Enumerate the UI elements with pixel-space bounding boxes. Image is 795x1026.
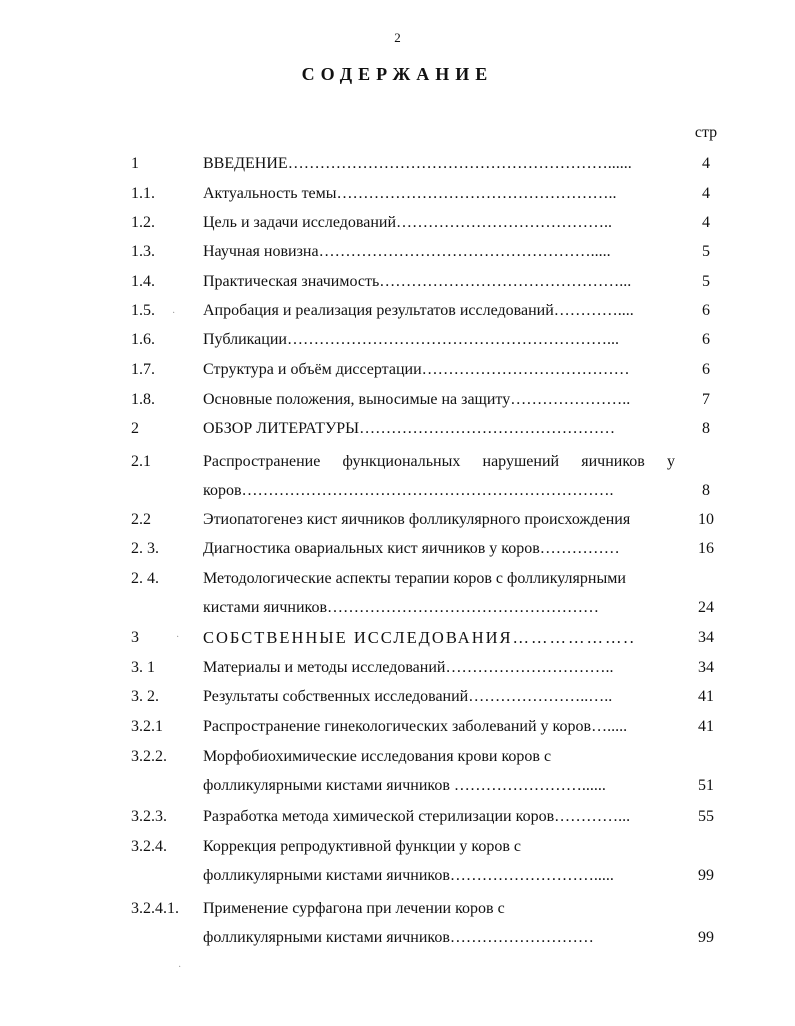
toc-entry xyxy=(0,479,795,503)
toc-entry xyxy=(0,745,795,769)
toc-entry xyxy=(0,897,795,921)
toc-entry-number: 3.2.3. xyxy=(131,808,167,825)
toc-entry-page: 6 xyxy=(702,302,710,319)
toc-entry-page: 4 xyxy=(702,155,710,172)
toc-entry-page: 55 xyxy=(698,808,714,825)
toc-entry xyxy=(0,926,795,950)
toc-entry-page: 6 xyxy=(702,331,710,348)
toc-entry-title: Научная новизна……………………………………………..... xyxy=(203,243,611,260)
toc-entry-title: ВВЕДЕНИЕ……………………………………………………...... xyxy=(203,155,632,172)
toc-entry-number: 2. 4. xyxy=(131,570,159,587)
toc-entry-title: Этиопатогенез кист яичников фолликулярного происхождения xyxy=(203,511,631,528)
toc-entry-title: Апробация и реализация результатов исследований………….... xyxy=(203,302,634,319)
toc-entry-page: 99 xyxy=(698,867,714,884)
toc-entry xyxy=(0,450,795,474)
toc-entry-page: 34 xyxy=(698,659,714,676)
toc-entry-number: 3. 1 xyxy=(131,659,155,676)
toc-entry xyxy=(0,835,795,859)
toc-entry-title: Применение сурфагона при лечении коров с xyxy=(203,900,505,917)
toc-entry-page: 34 xyxy=(698,629,714,646)
toc-entry-title: кистами яичников…………………………………………… xyxy=(203,599,600,616)
toc-entry-title: Практическая значимость………………………………………... xyxy=(203,273,632,290)
toc-entry-title: СОБСТВЕННЫЕ ИССЛЕДОВАНИЯ……………….. xyxy=(203,628,636,647)
toc-entry xyxy=(0,358,795,382)
toc-entry-page: 51 xyxy=(698,777,714,794)
toc-entry xyxy=(0,864,795,888)
toc-entry-number: 2. 3. xyxy=(131,540,159,557)
toc-entry xyxy=(0,596,795,620)
toc-entry-title: Цель и задачи исследований………………………………….. xyxy=(203,214,613,231)
toc-entry-number: 2.1 xyxy=(131,453,151,470)
toc-entry xyxy=(0,417,795,441)
page-number: 2 xyxy=(394,30,401,45)
toc-entry-page: 5 xyxy=(702,243,710,260)
toc-entry-number: 3 xyxy=(131,629,139,646)
toc-entry-page: 16 xyxy=(698,540,714,557)
toc-entry-number: 1.4. xyxy=(131,273,155,290)
toc-entry-title: Распространение гинекологических заболеваний у коров…..... xyxy=(203,718,628,735)
toc-entry xyxy=(0,328,795,352)
toc-entry-page: 7 xyxy=(702,391,710,408)
toc-entry xyxy=(0,388,795,412)
toc-entry xyxy=(0,211,795,235)
toc-entry-page: 4 xyxy=(702,185,710,202)
toc-entry-number: 1.2. xyxy=(131,214,155,231)
toc-entry-page: 10 xyxy=(698,511,714,528)
toc-entry-page: 8 xyxy=(702,482,710,499)
toc-entry-title: Распространение функциональных нарушений яичников у xyxy=(203,453,675,470)
toc-entry-number: 1.5. xyxy=(131,302,155,319)
toc-entry-number: 2.2 xyxy=(131,511,151,528)
toc-entry xyxy=(0,270,795,294)
toc-entry-number: 3.2.1 xyxy=(131,718,163,735)
toc-entry-title: Основные положения, выносимые на защиту………………….. xyxy=(203,391,631,408)
toc-entry-number: 1 xyxy=(131,155,139,172)
toc-entry-title: фолликулярными кистами яичников ……………………...... xyxy=(203,777,606,794)
toc-entry-number: 2 xyxy=(131,420,139,437)
scan-speck: · xyxy=(176,632,180,643)
toc-entry xyxy=(0,715,795,739)
toc-entry xyxy=(0,626,795,650)
toc-entry-page: 8 xyxy=(702,420,710,437)
scan-speck: · xyxy=(172,308,176,319)
toc-entry-title: Результаты собственных исследований…………………..….. xyxy=(203,688,613,705)
toc-entry-number: 3.2.2. xyxy=(131,748,167,765)
toc-entry-page: 41 xyxy=(698,718,714,735)
toc-entry-title: Разработка метода химической стерилизации коров…………... xyxy=(203,808,631,825)
toc-entry-title: Актуальность темы…………………………………………….. xyxy=(203,185,617,202)
toc-entry-number: 3.2.4.1. xyxy=(131,900,179,917)
toc-entry-number: 1.7. xyxy=(131,361,155,378)
toc-entry-title: ОБЗОР ЛИТЕРАТУРЫ………………………………………… xyxy=(203,420,616,437)
toc-entry-title: Структура и объём диссертации………………………………… xyxy=(203,361,630,378)
toc-entry-page: 24 xyxy=(698,599,714,616)
toc-entry-title: Методологические аспекты терапии коров с фолликулярными xyxy=(203,570,626,587)
toc-entry xyxy=(0,567,795,591)
toc-entry xyxy=(0,805,795,829)
page-column-label: стр xyxy=(694,124,718,141)
toc-entry-number: 1.1. xyxy=(131,185,155,202)
toc-entry-number: 1.8. xyxy=(131,391,155,408)
toc-entry xyxy=(0,537,795,561)
toc-entry xyxy=(0,299,795,323)
toc-entry-title: фолликулярными кистами яичников………………………..... xyxy=(203,867,614,884)
toc-entry-number: 1.6. xyxy=(131,331,155,348)
toc-entry xyxy=(0,508,795,532)
page-title: СОДЕРЖАНИЕ xyxy=(301,64,494,84)
toc-entry-page: 6 xyxy=(702,361,710,378)
toc-entry-title: Публикации……………………………………………………... xyxy=(203,331,619,348)
toc-entry-title: Коррекция репродуктивной функции у коров с xyxy=(203,838,521,855)
toc-entry-page: 4 xyxy=(702,214,710,231)
toc-entry xyxy=(0,240,795,264)
toc-entry-title: Материалы и методы исследований………………………….. xyxy=(203,659,614,676)
toc-entry-title: коров……………………………………………………………. xyxy=(203,482,614,499)
toc-entry-page: 41 xyxy=(698,688,714,705)
toc-entry-page: 99 xyxy=(698,929,714,946)
scan-speck: · xyxy=(178,962,182,973)
toc-entry-number: 1.3. xyxy=(131,243,155,260)
toc-entry-title: Морфобиохимические исследования крови коров с xyxy=(203,748,552,765)
toc-entry xyxy=(0,685,795,709)
toc-entry-number: 3. 2. xyxy=(131,688,159,705)
toc-entry-title: Диагностика овариальных кист яичников у коров…………… xyxy=(203,540,620,557)
toc-entry-title: фолликулярными кистами яичников……………………… xyxy=(203,929,594,946)
toc-entry xyxy=(0,182,795,206)
toc-entry-number: 3.2.4. xyxy=(131,838,167,855)
toc-entry xyxy=(0,774,795,798)
toc-entry-page: 5 xyxy=(702,273,710,290)
toc-entry xyxy=(0,656,795,680)
toc-entry xyxy=(0,152,795,176)
